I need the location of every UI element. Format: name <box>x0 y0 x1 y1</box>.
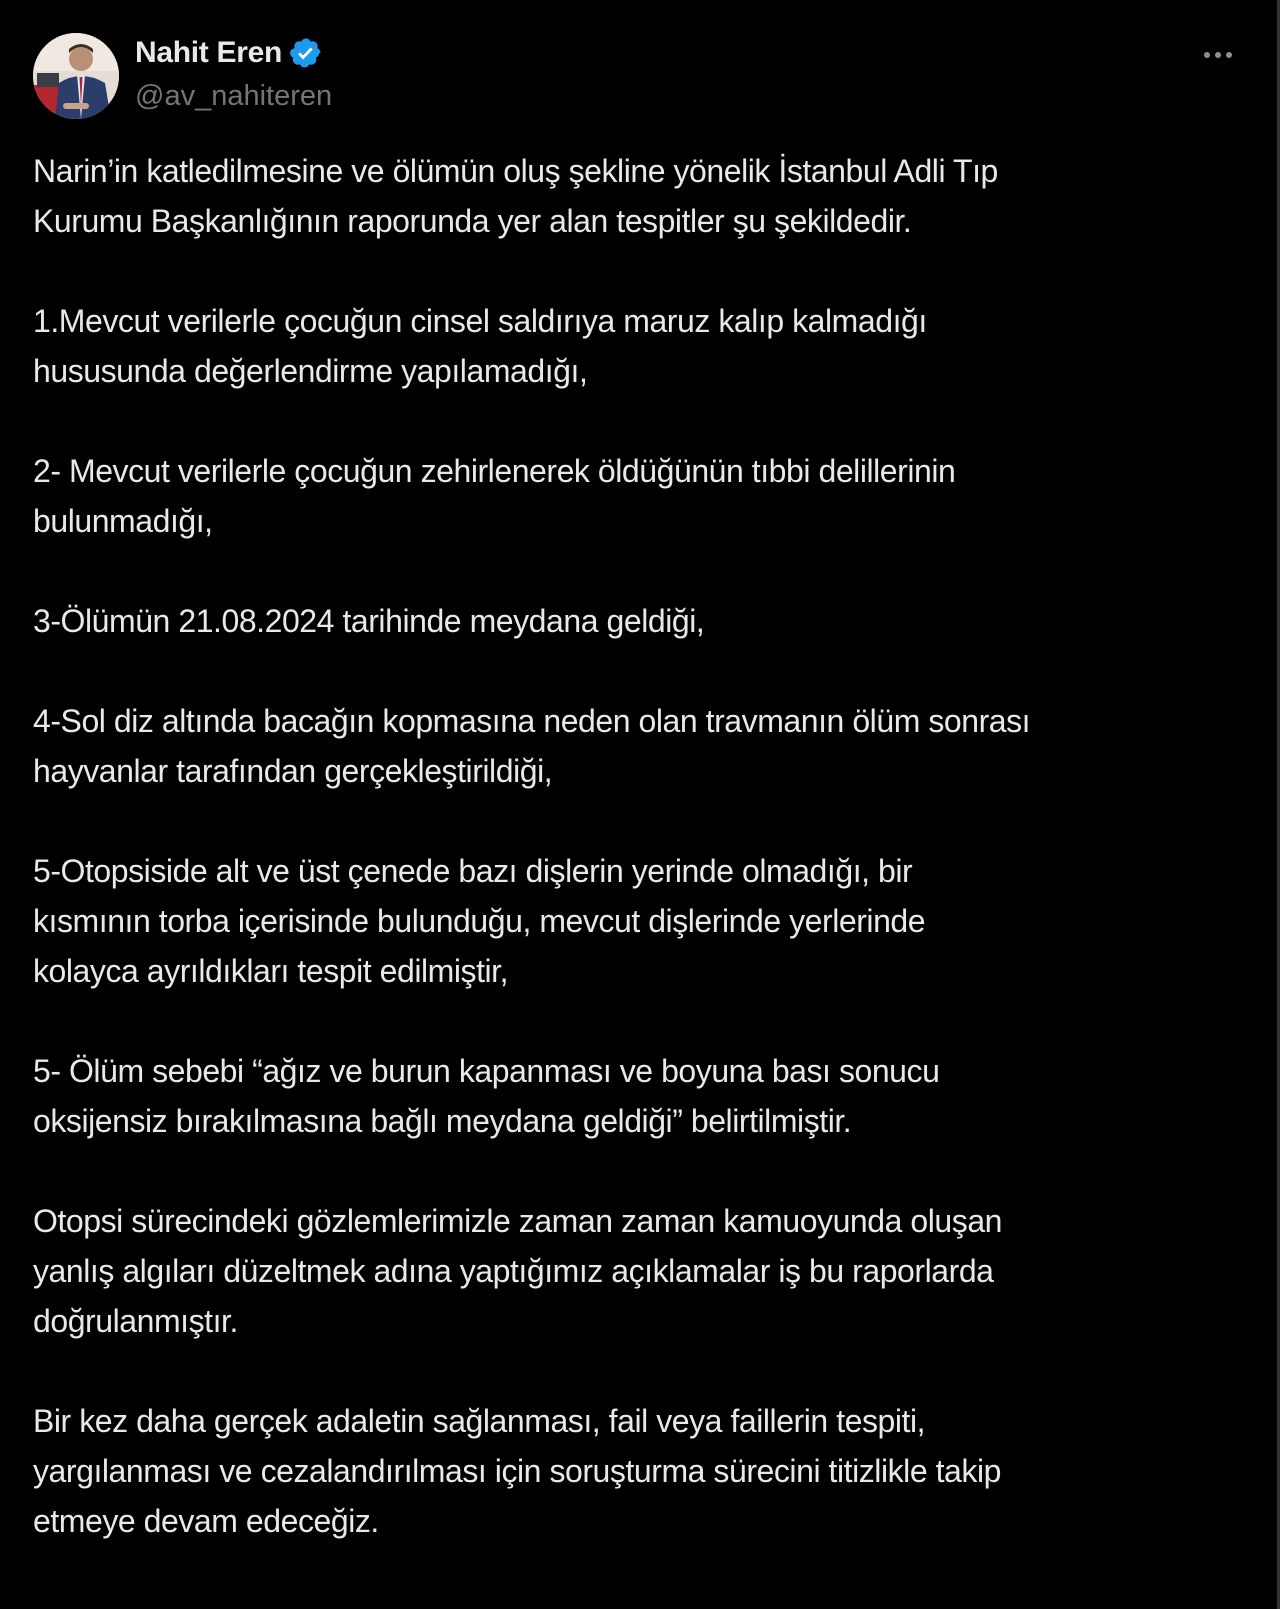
text-line: Narin’in katledilmesine ve ölümün oluş şekline yönelik İstanbul Adli Tıp <box>33 153 998 189</box>
more-horizontal-icon <box>1215 52 1221 58</box>
text-line: hususunda değerlendirme yapılamadığı, <box>33 353 588 389</box>
text-line: hayvanlar tarafından gerçekleştirildiği, <box>33 753 553 789</box>
tweet-text <box>33 146 1253 1596</box>
text-line: 3-Ölümün 21.08.2024 tarihinde meydana geldiği, <box>33 603 705 639</box>
tweet-paragraph-intro <box>33 146 1253 246</box>
text-line: yargılanması ve cezalandırılması için soruşturma sürecini titizlikle takip <box>33 1453 1001 1489</box>
text-line: kolayca ayrıldıkları tespit edilmiştir, <box>33 953 509 989</box>
text-line: 2- Mevcut verilerle çocuğun zehirlenerek öldüğünün tıbbi delillerinin <box>33 453 956 489</box>
tweet-paragraph-finding-5b <box>33 1046 1253 1146</box>
avatar[interactable] <box>33 33 119 119</box>
text-line: etmeye devam edeceğiz. <box>33 1503 379 1539</box>
text-line: 4-Sol diz altında bacağın kopmasına neden olan travmanın ölüm sonrası <box>33 703 1031 739</box>
text-line: bulunmadığı, <box>33 503 213 539</box>
tweet-paragraph-observations <box>33 1196 1253 1346</box>
text-line: Kurumu Başkanlığının raporunda yer alan tespitler şu şekildedir. <box>33 203 912 239</box>
author-name-row <box>135 34 323 72</box>
tweet-paragraph-finding-3 <box>33 596 1253 646</box>
text-line: oksijensiz bırakılmasına bağlı meydana geldiği” belirtilmiştir. <box>33 1103 852 1139</box>
text-line: 1.Mevcut verilerle çocuğun cinsel saldırıya maruz kalıp kalmadığı <box>33 303 927 339</box>
author-display-name[interactable]: Nahit Eren <box>135 36 283 69</box>
text-line: 5- Ölüm sebebi “ağız ve burun kapanması ve boyuna bası sonucu <box>33 1053 940 1089</box>
text-line: 5-Otopsiside alt ve üst çenede bazı dişlerin yerinde olmadığı, bir <box>33 853 913 889</box>
profile-photo-icon <box>33 33 119 119</box>
more-horizontal-icon <box>1226 52 1232 58</box>
text-line: doğrulanmıştır. <box>33 1303 238 1339</box>
tweet-paragraph-finding-2 <box>33 446 1253 546</box>
verified-badge-icon <box>289 36 323 70</box>
tweet-header <box>0 0 1280 130</box>
text-line: kısmının torba içerisinde bulunduğu, mevcut dişlerinde yerlerinde <box>33 903 926 939</box>
tweet-paragraph-finding-1 <box>33 296 1253 396</box>
more-horizontal-icon <box>1204 52 1210 58</box>
tweet-paragraph-finding-4 <box>33 696 1253 796</box>
tweet-paragraph-finding-5a <box>33 846 1253 996</box>
author-handle[interactable]: @av_nahiteren <box>135 80 333 112</box>
text-line: Bir kez daha gerçek adaletin sağlanması, fail veya faillerin tespiti, <box>33 1403 926 1439</box>
more-options-button[interactable] <box>1195 40 1241 70</box>
text-line: yanlış algıları düzeltmek adına yaptığımız açıklamalar iş bu raporlarda <box>33 1253 994 1289</box>
tweet-paragraph-closing <box>33 1396 1253 1546</box>
text-line: Otopsi sürecindeki gözlemlerimizle zaman zaman kamuoyunda oluşan <box>33 1203 1003 1239</box>
